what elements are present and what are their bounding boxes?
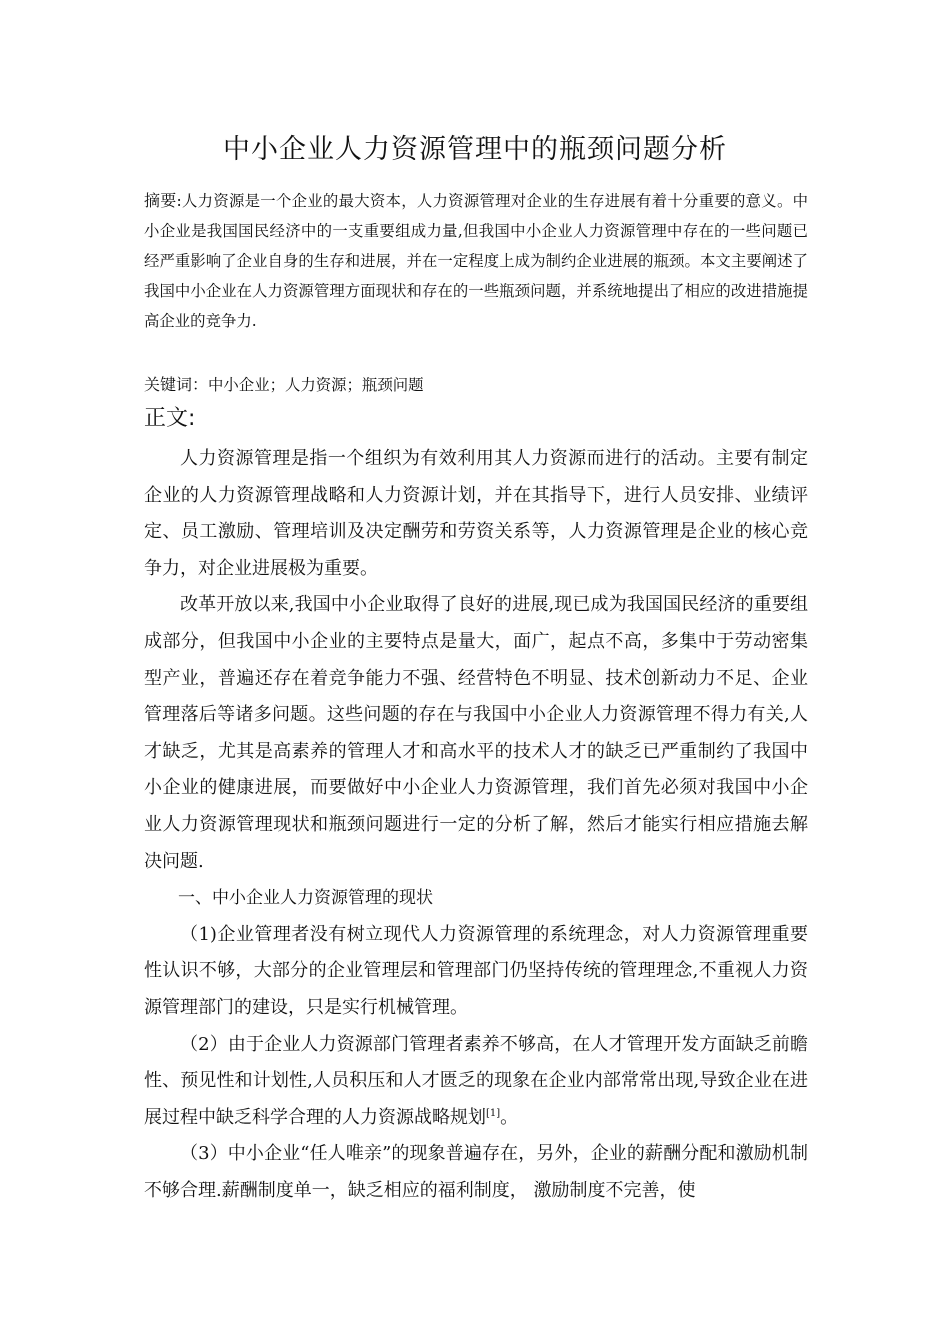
section-heading-1: 一、中小企业人力资源管理的现状 bbox=[178, 888, 433, 909]
abstract-block bbox=[144, 186, 808, 336]
list-item-2 bbox=[144, 1027, 808, 1137]
abstract-label: 摘要 bbox=[144, 191, 177, 210]
list-item-2-end: 。 bbox=[500, 1106, 519, 1128]
list-item-1: （1)企业管理者没有树立现代人力资源管理的系统理念，对人力资源管理重要性认识不够，大部分的企业管理层和管理部门仍坚持传统的管理理念,不重视人力资源管理部门的建设，只是实行机械管理。 bbox=[144, 923, 808, 1018]
abstract-separator: : bbox=[176, 192, 182, 210]
abstract-text: 人力资源是一个企业的最大资本，人力资源管理对企业的生存进展有着十分重要的意义。中小企业是我国国民经济中的一支重要组成力量,但我国中小企业人力资源管理中存在的一些问题已经严重影响了企业自身的生存和进展，并在一定程度上成为制约企业进展的瓶颈。本文主要阐述了我国中小企业在人力资源管理方面现状和存在的一些瓶颈问题，并系统地提出了相应的改进措施提高企业的竞争力. bbox=[144, 192, 808, 330]
list-item-2-text: （2）由于企业人力资源部门管理者素养不够高，在人才管理开发方面缺乏前瞻性、预见性和计划性,人员积压和人才匮乏的现象在企业内部常常出现,导致企业在进展过程中缺乏科学合理的人力资源战略规划 bbox=[144, 1033, 808, 1128]
body-text bbox=[144, 441, 808, 1209]
keywords-text: 中小企业；人力资源；瓶颈问题 bbox=[208, 376, 424, 394]
list-item-3: （3）中小企业“任人唯亲”的现象普遍存在，另外，企业的薪酬分配和激励机制不够合理.薪酬制度单一，缺乏相应的福利制度， 激励制度不完善，使 bbox=[144, 1143, 808, 1201]
page-title: 中小企业人力资源管理中的瓶颈问题分析 bbox=[223, 134, 727, 165]
body-heading: 正文: bbox=[144, 406, 196, 431]
paragraph-2: 改革开放以来,我国中小企业取得了良好的进展,现已成为我国国民经济的重要组成部分，但我国中小企业的主要特点是量大，面广，起点不高，多集中于劳动密集型产业，普遍还存在着竞争能力不强、经营特色不明显、技术创新动力不足、企业管理落后等诸多问题。这些问题的存在与我国中小企业人力资源管理不得力有关,人才缺乏，尤其是高素养的管理人才和高水平的技术人才的缺乏已严重制约了我国中小企业的健康进展，而要做好中小企业人力资源管理，我们首先必须对我国中小企业人力资源管理现状和瓶颈问题进行一定的分析了解，然后才能实行相应措施去解决问题. bbox=[144, 594, 808, 872]
keywords-block bbox=[144, 370, 808, 400]
keywords-label: 关键词： bbox=[144, 375, 209, 394]
paragraph-1: 人力资源管理是指一个组织为有效利用其人力资源而进行的活动。主要有制定企业的人力资源管理战略和人力资源计划，并在其指导下，进行人员安排、业绩评定、员工激励、管理培训及决定酬劳和劳资关系等，人力资源管理是企业的核心竞争力，对企业进展极为重要。 bbox=[144, 448, 808, 579]
citation-marker: [1] bbox=[486, 1107, 501, 1119]
